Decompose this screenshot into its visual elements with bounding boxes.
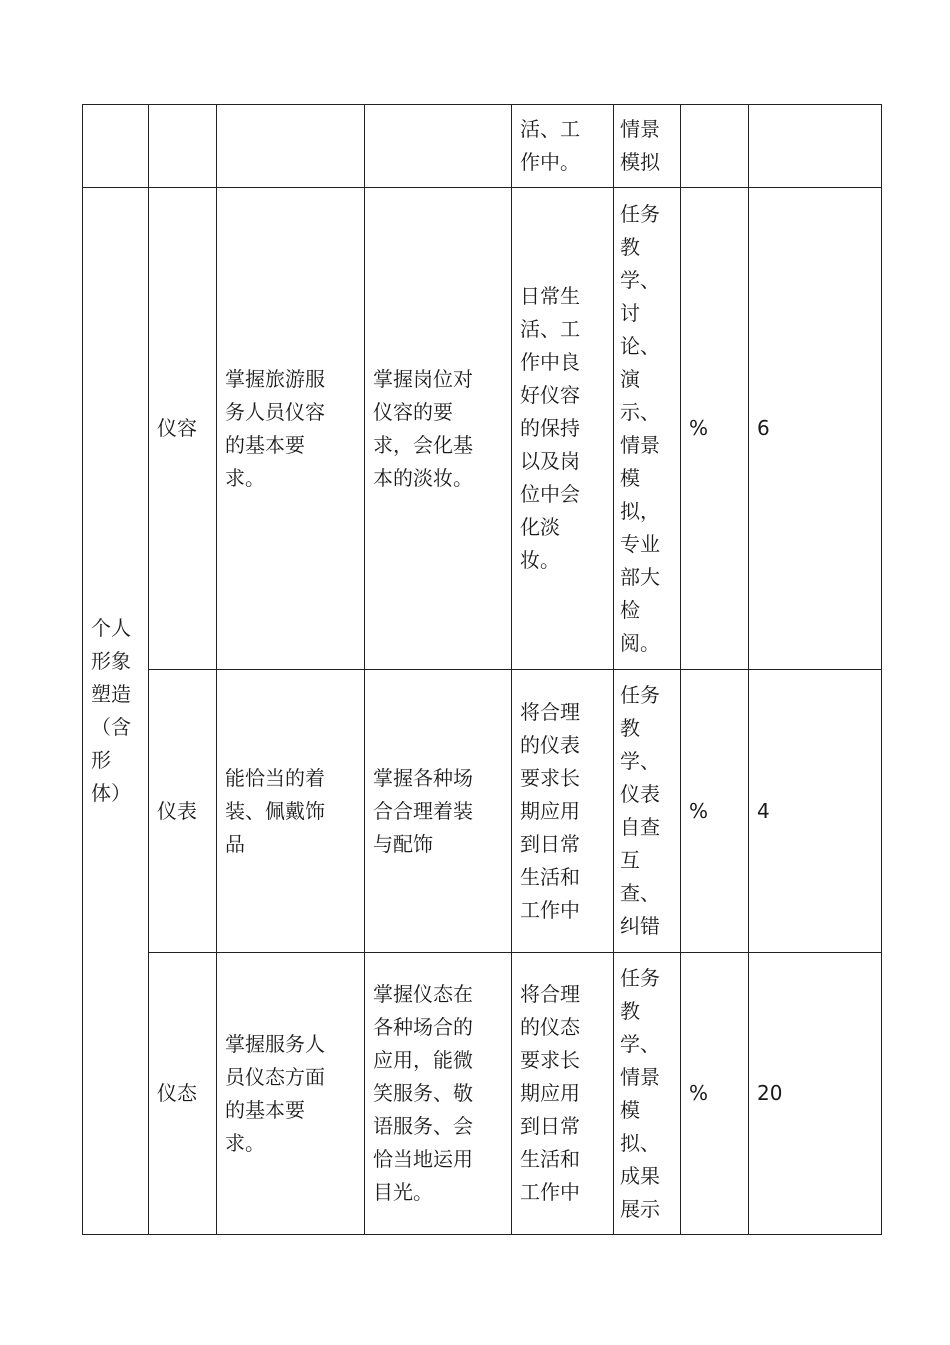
table-cell [217, 105, 365, 188]
table-cell: 情景 模拟 [614, 105, 681, 188]
table-cell: 仪表 [149, 670, 217, 953]
table-cell: 20 [749, 953, 882, 1235]
table-cell: 仪态 [149, 953, 217, 1235]
curriculum-table [82, 104, 882, 1235]
table-row [83, 670, 882, 953]
table-cell: 掌握各种场 合合理着装 与配饰 [365, 670, 512, 953]
group-label-cell: 个人 形象 塑造 （含 形 体） [83, 188, 149, 1235]
table-cell [83, 105, 149, 188]
table-cell [365, 105, 512, 188]
table-cell: 任务 教 学、 情景 模 拟、 成果 展示 [614, 953, 681, 1235]
table-cell [149, 105, 217, 188]
table-cell: 6 [749, 188, 882, 670]
table-row [83, 953, 882, 1235]
table-cell: 能恰当的着 装、佩戴饰 品 [217, 670, 365, 953]
table-cell: % [681, 670, 749, 953]
table-cell: 仪容 [149, 188, 217, 670]
table-cell: % [681, 953, 749, 1235]
table-cell [681, 105, 749, 188]
table-cell: 活、工 作中。 [512, 105, 614, 188]
table-cell: 掌握旅游服 务人员仪容 的基本要 求。 [217, 188, 365, 670]
table-row [83, 188, 882, 670]
table-cell [749, 105, 882, 188]
table-cell: 任务 教 学、 仪表 自查 互 查、 纠错 [614, 670, 681, 953]
table-row [83, 105, 882, 188]
table-cell: 掌握岗位对 仪容的要 求，会化基 本的淡妆。 [365, 188, 512, 670]
table-cell: 将合理 的仪表 要求长 期应用 到日常 生活和 工作中 [512, 670, 614, 953]
table-cell: 将合理 的仪态 要求长 期应用 到日常 生活和 工作中 [512, 953, 614, 1235]
table-cell: 掌握服务人 员仪态方面 的基本要 求。 [217, 953, 365, 1235]
table-cell: 4 [749, 670, 882, 953]
table-cell: 日常生 活、工 作中良 好仪容 的保持 以及岗 位中会 化淡 妆。 [512, 188, 614, 670]
table-cell: 掌握仪态在 各种场合的 应用，能微 笑服务、敬 语服务、会 恰当地运用 目光。 [365, 953, 512, 1235]
table-cell: % [681, 188, 749, 670]
table-cell: 任务 教 学、 讨 论、 演 示、 情景 模 拟， 专业 部大 检 阅。 [614, 188, 681, 670]
